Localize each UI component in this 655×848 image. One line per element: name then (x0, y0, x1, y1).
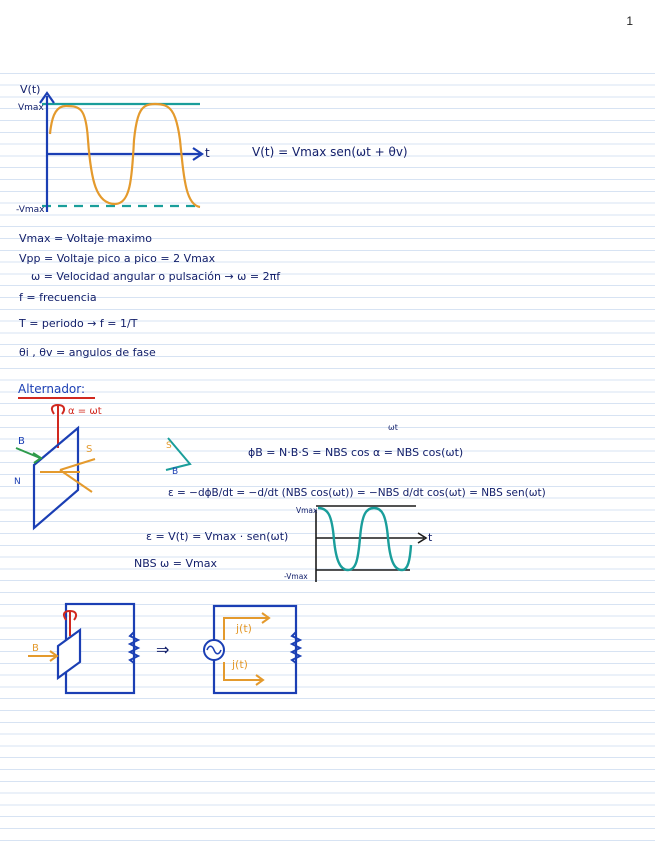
current-label-bottom: j(t) (232, 658, 248, 671)
angle-s-label: S (166, 441, 172, 451)
nbs-vmax-equation: NBS ω = Vmax (134, 557, 217, 570)
alternador-title: Alternador: (18, 382, 86, 396)
g2-t-label: t (428, 531, 433, 544)
alpha-label: α = ωt (68, 406, 102, 417)
equivalence-arrow: ⇒ (156, 640, 170, 659)
normal-arrow (60, 470, 92, 492)
wt-label: ωt (388, 423, 398, 432)
page-number: 1 (626, 14, 633, 28)
graph-voltage-sine (16, 83, 210, 215)
sine-curve (50, 104, 200, 207)
b-field-label: B (32, 643, 39, 654)
flux-equation: ϕB = N·B·S = NBS cos α = NBS cos(ωt) (248, 446, 464, 459)
emf-equation: ε = −dϕB/dt = −d/dt (NBS cos(ωt)) = −NBS d/dt cos(ωt) = NBS sen(ωt) (168, 487, 546, 499)
vt-equation: V(t) = Vmax sen(ωt + θv) (252, 145, 408, 159)
n-label: N (14, 477, 21, 487)
rotating-coil (58, 630, 80, 678)
angle-b-label: B (172, 467, 179, 477)
def-period: T = periodo → f = 1/T (19, 317, 138, 330)
current-label-top: j(t) (236, 622, 252, 635)
b-vector-label: B (18, 436, 25, 447)
neg-vmax-label: -Vmax (16, 205, 45, 215)
t-axis-label: t (205, 146, 210, 160)
b-vector-arrow (16, 448, 40, 458)
def-phase-angles: θi , θv = angulos de fase (19, 346, 156, 359)
vmax-label: Vmax (18, 103, 44, 113)
emf-curve (318, 508, 411, 570)
emf-vt-equation: ε = V(t) = Vmax · sen(ωt) (146, 530, 289, 543)
circuit-left (28, 604, 138, 693)
def-vpp: Vpp = Voltaje pico a pico = 2 Vmax (19, 252, 216, 265)
def-vmax: Vmax = Voltaje maximo (19, 232, 152, 245)
graph-emf-sine (284, 506, 433, 582)
def-omega: ω = Velocidad angular o pulsación → ω = 2πf (31, 270, 281, 283)
def-frequency: f = frecuencia (19, 291, 97, 304)
alternator-diagram (14, 405, 190, 528)
y-axis-label: V(t) (20, 83, 41, 96)
circuit-right (204, 606, 300, 693)
g2-vmax-label: Vmax (296, 506, 318, 515)
s-vector-label: S (86, 444, 93, 455)
g2-neg-vmax-label: -Vmax (284, 572, 308, 581)
